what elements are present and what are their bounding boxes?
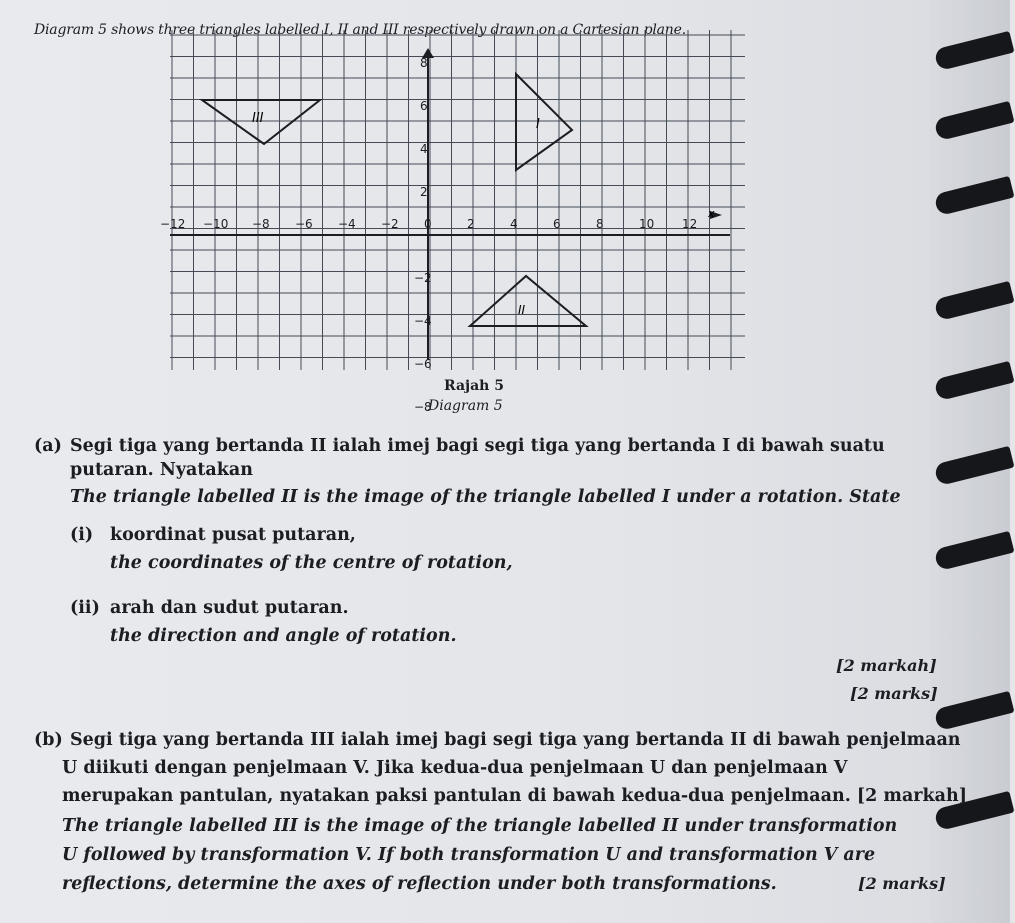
x-tick-label: 8 — [596, 217, 604, 231]
y-tick-label: −6 — [414, 357, 432, 371]
triangle-II — [470, 276, 586, 326]
y-tick-label: 4 — [420, 142, 428, 156]
x-tick-label: −10 — [203, 217, 229, 231]
part-a-i-english: the coordinates of the centre of rotation, — [110, 553, 513, 573]
x-tick-label: −2 — [381, 217, 399, 231]
diagram-intro: Diagram 5 shows three triangles labelled I, II and III respectively drawn on a Cartesian plane. — [34, 22, 686, 38]
part-b-english-line2: U followed by transformation V. If both transformation U and transformation V are — [62, 845, 876, 865]
y-tick-label: 8 — [420, 56, 428, 70]
part-a-i-label: (i) — [70, 525, 94, 545]
x-tick-label: −4 — [338, 217, 356, 231]
y-tick-label: −8 — [414, 400, 432, 414]
y-tick-label: −2 — [414, 271, 432, 285]
triangle-I — [516, 74, 572, 170]
x-tick-label: 0 — [424, 217, 432, 231]
y-tick-label: −4 — [414, 314, 432, 328]
grid-lines — [170, 30, 745, 370]
triangle-II-label: II — [518, 303, 526, 317]
triangle-III-label: III — [252, 111, 264, 126]
part-b-malay-line3: merupakan pantulan, nyatakan paksi pantulan di bawah kedua-dua penjelmaan. [2 markah] — [62, 786, 967, 806]
part-a-malay-line1: Segi tiga yang bertanda II ialah imej bagi segi tiga yang bertanda I di bawah suatu — [70, 436, 885, 456]
part-b-english-line1: The triangle labelled III is the image of the triangle labelled II under transformation — [62, 816, 898, 836]
x-tick-label: 10 — [639, 217, 655, 231]
triangle-I-label: I — [536, 117, 540, 132]
part-a-ii-malay: arah dan sudut putaran. — [110, 598, 349, 618]
caption-english: Diagram 5 — [428, 398, 503, 414]
part-a-ii-label: (ii) — [70, 598, 100, 618]
x-tick-label: 4 — [510, 217, 518, 231]
part-b-marks-english: [2 marks] — [858, 874, 946, 893]
caption-malay: Rajah 5 — [444, 378, 504, 394]
x-tick-label: 12 — [682, 217, 698, 231]
part-b-malay-line2: U diikuti dengan penjelmaan V. Jika kedua-dua penjelmaan U dan penjelmaan V — [62, 758, 848, 778]
x-tick-label: 2 — [467, 217, 475, 231]
part-a-label: (a) — [34, 436, 62, 456]
part-b-label: (b) — [34, 730, 63, 750]
x-tick-label: 6 — [553, 217, 561, 231]
part-a-english-line1: The triangle labelled II is the image of the triangle labelled I under a rotation. State — [70, 487, 901, 507]
part-a-ii-english: the direction and angle of rotation. — [110, 626, 457, 646]
part-a-marks-malay: [2 markah] — [836, 656, 937, 675]
part-b-english-line3: reflections, determine the axes of reflection under both transformations. — [62, 874, 777, 894]
part-a-malay-line2: putaran. Nyatakan — [70, 460, 253, 480]
part-a-marks-english: [2 marks] — [850, 684, 938, 703]
x-tick-label: −12 — [160, 217, 186, 231]
part-b-malay-line1: Segi tiga yang bertanda III ialah imej bagi segi tiga yang bertanda II di bawah penjelmaan — [70, 730, 961, 750]
x-tick-label: −6 — [295, 217, 313, 231]
part-a-i-malay: koordinat pusat putaran, — [110, 525, 356, 545]
y-tick-label: 2 — [420, 185, 428, 199]
x-axis-label: x — [708, 207, 715, 220]
y-tick-label: 6 — [420, 99, 428, 113]
x-tick-label: −8 — [252, 217, 270, 231]
